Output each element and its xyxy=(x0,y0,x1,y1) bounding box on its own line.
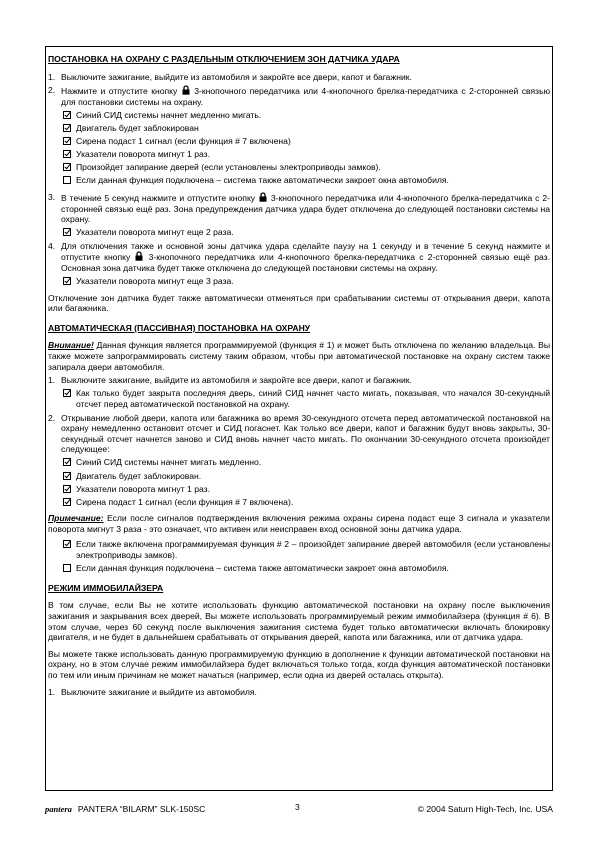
lock-icon xyxy=(259,192,267,202)
checkbox-checked-icon xyxy=(63,389,71,397)
list-item: 1. Выключите зажигание и выйдите из автомобиля. xyxy=(48,686,257,697)
document-body xyxy=(48,54,550,697)
checkbox-empty-icon xyxy=(63,176,71,184)
paragraph: Отключение зон датчика будет также автоматически отменяться при срабатывании системы от открывания двери, капота или багажника. xyxy=(48,292,550,314)
checkbox-checked-icon xyxy=(63,228,71,236)
checkbox-checked-icon xyxy=(63,472,71,480)
checklist-item: Синий СИД системы начнет мигать медленно. xyxy=(63,457,550,468)
checklist-item: Указатели поворота мигнут еще 3 раза. xyxy=(63,276,550,287)
checklist-item: Двигатель будет заблокирован. xyxy=(63,471,550,482)
list-item: 1. Выключите зажигание, выйдите из автомобиля и закройте все двери, капот и багажник. xyxy=(48,71,412,82)
checkbox-checked-icon xyxy=(63,137,71,145)
lock-icon xyxy=(135,251,143,261)
list-item: 1. Выключите зажигание, выйдите из автомобиля и закройте все двери, капот и багажник. xyxy=(48,375,412,386)
checklist-item: Если также включена программируемая функция # 2 – произойдет запирание дверей автомобиля (если установлены электроприводы замков). xyxy=(63,539,550,560)
attention-paragraph: Внимание! Данная функция является программируемой (функция # 1) и может быть отключена по желанию владельца. Вы также можете запрограммировать систему таким образом, чтобы при автоматической постановке на охрану систем также запирала двери автомобиля. xyxy=(48,340,550,372)
note-paragraph: Примечание: Если после сигналов подтверждения включения режима охраны сирена подаст еще 3 сигнала и указатели поворота мигнут 3 раза - это означает, что активен или неисправен вход основной зоны датчика удара. xyxy=(48,513,550,534)
pantera-logo: pantera xyxy=(45,804,72,814)
checklist-item: Сирена подаст 1 сигнал (если функция # 7 включена) xyxy=(63,136,550,147)
paragraph: В том случае, если Вы не хотите использовать функцию автоматической постановки на охрану после выключения зажигания и закрывания всех дверей, Вы можете использовать программируемый режим иммобилайзера (функция # 6). В этом случае, через 60 секунд после выключения зажигания система будет только автоматически включать блокировку двигателя, и не будет в дальнейшем срабатывать от открывания дверей, капота или багажника, или от датчика удара. xyxy=(48,600,550,643)
list-item: 2. Открывание любой двери, капота или багажника во время 30-секундного отсчета перед автоматической постановкой на охрану немедленно остановит отсчет и СИД погаснет. Как только все двери, капот и багажник будут вновь закрыты, 30-секундный отсчет начнется заново и СИД вновь начнет часто мигать. По окончании 30-секундного отсчета произойдет следующее: xyxy=(48,412,550,455)
checklist-item: Синий СИД системы начнет медленно мигать. xyxy=(63,110,550,121)
checkbox-checked-icon xyxy=(63,124,71,132)
checklist-item: Произойдет запирание дверей (если установлены электроприводы замков). xyxy=(63,162,550,173)
list-item: 4. Для отключения также и основной зоны датчика удара сделайте паузу на 1 секунду и в течение 5 секунд нажмите и отпустите кнопку 3-кнопочного передатчика или 4-кнопочного брелка-передатчика с 2-сторонней связью ещё раз. Основная зона датчика будет также отключена до следующей постановки системы на охрану. xyxy=(48,240,551,273)
section-title-separate-zones: ПОСТАНОВКА НА ОХРАНУ С РАЗДЕЛЬНЫМ ОТКЛЮЧЕНИЕМ ЗОН ДАТЧИКА УДАРА xyxy=(48,54,400,64)
checkbox-checked-icon xyxy=(63,277,71,285)
page-number: 3 xyxy=(295,802,300,812)
checkbox-checked-icon xyxy=(63,540,71,548)
checklist-item: Указатели поворота мигнут еще 2 раза. xyxy=(63,227,550,238)
checklist-item: Если данная функция подключена – система также автоматически закроет окна автомобиля. xyxy=(63,175,550,186)
section-title-auto-arming: АВТОМАТИЧЕСКАЯ (ПАССИВНАЯ) ПОСТАНОВКА НА ОХРАНУ xyxy=(48,322,311,333)
checkbox-empty-icon xyxy=(63,564,71,572)
checkbox-checked-icon xyxy=(63,498,71,506)
lock-icon xyxy=(182,85,190,95)
checklist-item: Двигатель будет заблокирован xyxy=(63,123,550,134)
checklist-item: Указатели поворота мигнут 1 раз. xyxy=(63,484,550,495)
product-name: PANTERA “BILARM” SLK-150SC xyxy=(77,804,206,814)
copyright: © 2004 Saturn High-Tech, Inc. USA xyxy=(417,804,553,814)
list-item: 3. В течение 5 секунд нажмите и отпустите кнопку 3-кнопочного передатчика или 4-кнопочного брелка-передатчика с 2-сторонней связью ещё раз. Зона предупреждения датчика удара будет отключена до следующей постановки системы на охрану. xyxy=(48,191,550,225)
checkbox-checked-icon xyxy=(63,111,71,119)
page-footer xyxy=(45,803,553,817)
checkbox-checked-icon xyxy=(63,458,71,466)
checklist-item: Указатели поворота мигнут 1 раз. xyxy=(63,149,550,160)
checkbox-checked-icon xyxy=(63,485,71,493)
checkbox-checked-icon xyxy=(63,150,71,158)
paragraph: Вы можете также использовать данную программируемую функцию в дополнение к функции автоматической постановки на охрану, но в этом случае режим иммобилайзера будет включаться только тогда, когда функция автоматической постановки по тем или иным причинам не может начаться (например, если одна из дверей осталась открыта). xyxy=(48,648,550,680)
checklist-item: Если данная функция подключена – система также автоматически закроет окна автомобиля. xyxy=(63,563,550,574)
list-item: 2. Нажмите и отпустите кнопку 3-кнопочного передатчика или 4-кнопочного брелка-передатчика с 2-сторонней связью для постановки системы на охрану. xyxy=(48,85,551,107)
checklist-item: Сирена подаст 1 сигнал (если функция # 7 включена). xyxy=(63,497,550,508)
section-title-immobilizer: РЕЖИМ ИММОБИЛАЙЗЕРА xyxy=(48,582,164,593)
checklist-item: Как только будет закрыта последняя дверь, синий СИД начнет часто мигать, показывая, что начался 30-секундный отсчет перед автоматической постановкой на охрану. xyxy=(63,388,550,409)
checkbox-checked-icon xyxy=(63,163,71,171)
